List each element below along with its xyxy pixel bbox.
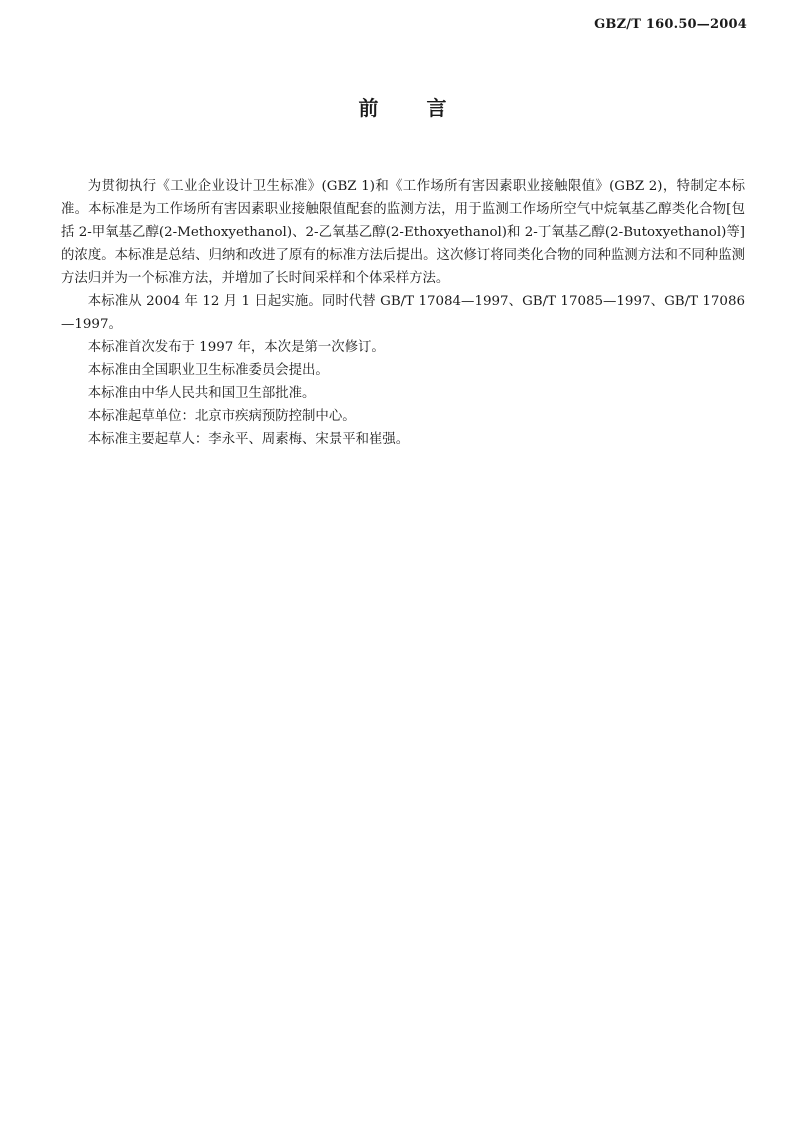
foreword-body bbox=[61, 175, 745, 451]
paragraph-first-release: 本标准首次发布于 1997 年，本次是第一次修订。 bbox=[87, 340, 385, 355]
paragraph-proposed-by: 本标准由全国职业卫生标准委员会提出。 bbox=[87, 363, 329, 378]
paragraph-purpose: 为贯彻执行《工业企业设计卫生标准》(GBZ 1)和《工作场所有害因素职业接触限值》(GBZ 2)，特制定本标准。本标准是为工作场所有害因素职业接触限值配套的监测方法，用于监测工作场所空气中烷氧基乙醇类化合物[包括 2-甲氧基乙醇(2-Methoxyethanol)、2-乙氧基乙醇(2-Ethoxyethanol)和 2-丁氧基乙醇(2-Butoxyethanol)等]的浓度。本标准是总结、归纳和改进了原有的标准方法后提出。这次修订将同类化合物的同种监测方法和不同种监测方法归并为一个标准方法，并增加了长时间采样和个体采样方法。 bbox=[61, 179, 745, 286]
paragraph-drafters: 本标准主要起草人：李永平、周素梅、宋景平和崔强。 bbox=[87, 432, 410, 447]
paragraph-effective-date: 本标准从 2004 年 12 月 1 日起实施。同时代替 GB/T 17084—1997、GB/T 17085—1997、GB/T 17086—1997。 bbox=[61, 294, 745, 332]
paragraph-drafting-unit: 本标准起草单位：北京市疾病预防控制中心。 bbox=[87, 409, 356, 424]
paragraph-approved-by: 本标准由中华人民共和国卫生部批准。 bbox=[87, 386, 316, 401]
standard-code: GBZ/T 160.50—2004 bbox=[594, 17, 747, 32]
page-title: 前言 bbox=[358, 96, 495, 120]
